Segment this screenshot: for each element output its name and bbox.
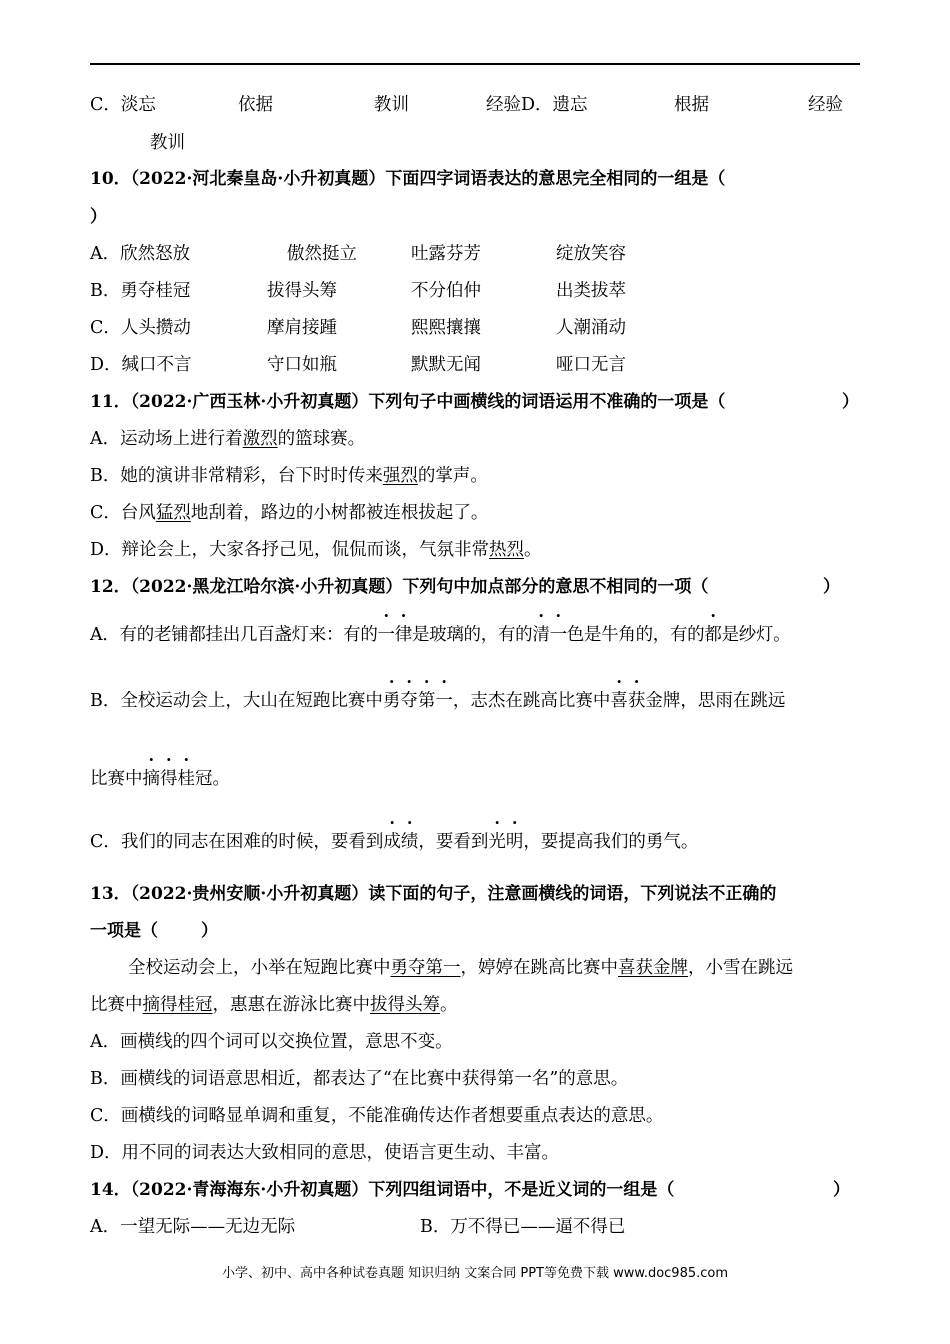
- q11-option-c: C．台风猛烈地刮着，路边的小树都被连根拔起了。: [90, 503, 489, 523]
- q11-stem: 11．（2022·广西玉林·小升初真题）下列句子中画横线的词语运用不准确的一项是（ ）: [90, 392, 859, 412]
- q12-option-b: B．全校运动会上，大山在短跑比赛中勇夺第一，志杰在跳高比赛中喜获金牌，思雨在跳远: [90, 691, 786, 711]
- question-number: 12．: [90, 577, 131, 597]
- underlined-word: 猛烈: [155, 503, 191, 523]
- dotted-char: 清: [532, 625, 550, 645]
- q10-option-c: C．人头攒动 摩肩接踵 熙熙攘攘 人潮涌动: [90, 318, 626, 338]
- q10-option-a: A．欣然怒放 傲然挺立 吐露芬芳 绽放笑容: [90, 244, 626, 264]
- dotted-word: [378, 625, 412, 645]
- option-word: 教训: [150, 133, 185, 153]
- option-word: 经验: [808, 95, 843, 115]
- question-number: 11．: [90, 392, 131, 412]
- question-number: 13．: [90, 884, 131, 904]
- dotted-char: 都: [704, 625, 722, 645]
- q12-option-a: A．有的老铺都挂出几百盏灯来：有的一律是玻璃的，有的清一色是牛角的，有的都是纱灯。: [90, 625, 791, 645]
- q13-option-a: A．画横线的四个词可以交换位置，意思不变。: [90, 1032, 453, 1052]
- dotted-char: 桂: [177, 769, 195, 789]
- q10-option-b: B．勇夺桂冠 拔得头筹 不分伯仲 出类拔萃: [90, 281, 626, 301]
- option-word: 教训: [374, 95, 409, 115]
- dotted-char: 勇: [382, 691, 401, 711]
- q10-option-d: D．缄口不言 守口如瓶 默默无闻 哑口无言: [90, 355, 626, 375]
- q13-passage-line-2: 比赛中摘得桂冠，惠惠在游泳比赛中拔得头筹。: [90, 995, 458, 1015]
- dotted-char: 明: [505, 832, 524, 852]
- underlined-word: 拔得头筹: [370, 995, 440, 1015]
- dotted-word: [610, 691, 645, 711]
- underlined-word: 摘得桂冠: [142, 995, 213, 1015]
- option-word: 经验: [486, 95, 521, 115]
- underlined-word: 激烈: [242, 429, 278, 449]
- option-word: 淡忘: [120, 95, 156, 115]
- dotted-char: 夺: [400, 691, 418, 711]
- q13-passage-line-1: 全校运动会上，小举在短跑比赛中勇夺第一，婷婷在跳高比赛中喜获金牌，小雪在跳远: [128, 958, 793, 978]
- q13-stem: 13．（2022·贵州安顺·小升初真题）读下面的句子，注意画横线的词语，下列说法不正确的: [90, 884, 777, 904]
- dotted-char: 喜: [610, 691, 628, 711]
- dotted-word: [704, 625, 721, 645]
- underlined-word: 喜获金牌: [618, 958, 688, 978]
- q13-stem-2: 一项是（ ）: [90, 921, 218, 941]
- question-number: 14．: [90, 1180, 131, 1200]
- q12-option-c: C．我们的同志在困难的时候，要看到成绩，要看到光明，要提高我们的勇气。: [90, 832, 699, 852]
- option-word: 遗忘: [552, 95, 588, 115]
- dotted-word: [488, 832, 523, 852]
- dotted-char: 获: [627, 691, 646, 711]
- dotted-word: [383, 832, 418, 852]
- q14-options-row: A．一望无际——无边无际 B．万不得已——逼不得已: [90, 1217, 626, 1237]
- option-word: 依据: [238, 95, 273, 115]
- q12-stem: 12．（2022·黑龙江哈尔滨·小升初真题）下列句中加点部分的意思不相同的一项（ ）: [90, 577, 840, 597]
- underlined-word: 强烈: [382, 466, 418, 486]
- dotted-word: [532, 625, 566, 645]
- dotted-char: 第: [417, 691, 436, 711]
- dotted-char: 摘: [142, 769, 160, 789]
- q11-option-a: A．运动场上进行着激烈的篮球赛。: [90, 429, 366, 449]
- dotted-char: 得: [160, 769, 178, 789]
- dotted-char: 一: [435, 691, 453, 711]
- dotted-char: 律: [394, 625, 412, 645]
- q10-stem-end: ）: [90, 207, 107, 227]
- underlined-word: 热烈: [489, 540, 525, 560]
- page-footer: 小学、初中、高中各种试卷真题 知识归纳 文案合同 PPT等免费下载 www.doc985.com: [221, 1266, 729, 1281]
- q10-stem: 10．（2022·河北秦皇岛·小升初真题）下面四字词语表达的意思完全相同的一组是（: [90, 169, 726, 189]
- q13-option-d: D．用不同的词表达大致相同的意思，使语言更生动、丰富。: [90, 1143, 560, 1163]
- q13-option-b: B．画横线的词语意思相近，都表达了“在比赛中获得第一名”的意思。: [90, 1069, 629, 1089]
- q9-options-row: C．淡忘 依据 教训 经验D．遗忘 根据 经验: [90, 95, 843, 115]
- q13-option-c: C．画横线的词略显单调和重复，不能准确传达作者想要重点表达的意思。: [90, 1106, 664, 1126]
- header-rule: [90, 63, 860, 65]
- dotted-char: 光: [488, 832, 506, 852]
- dotted-word: [143, 769, 196, 789]
- question-number: 10．: [90, 169, 131, 189]
- dotted-char: 成: [383, 832, 401, 852]
- q11-option-d: D．辩论会上，大家各抒己见，侃侃而谈，气氛非常热烈。: [90, 540, 542, 560]
- option-word: 根据: [674, 95, 709, 115]
- q11-option-b: B．她的演讲非常精彩，台下时时传来强烈的掌声。: [90, 466, 488, 486]
- dotted-char: 绩: [400, 832, 419, 852]
- underlined-word: 勇夺第一: [390, 958, 461, 978]
- q14-stem: 14．（2022·青海海东·小升初真题）下列四组词语中，不是近义词的一组是（ ）: [90, 1180, 850, 1200]
- q12-option-b-cont: 比赛中摘得桂冠。: [90, 769, 230, 789]
- dotted-char: 一: [549, 625, 567, 645]
- dotted-word: [383, 691, 453, 711]
- dotted-char: 一: [377, 625, 395, 645]
